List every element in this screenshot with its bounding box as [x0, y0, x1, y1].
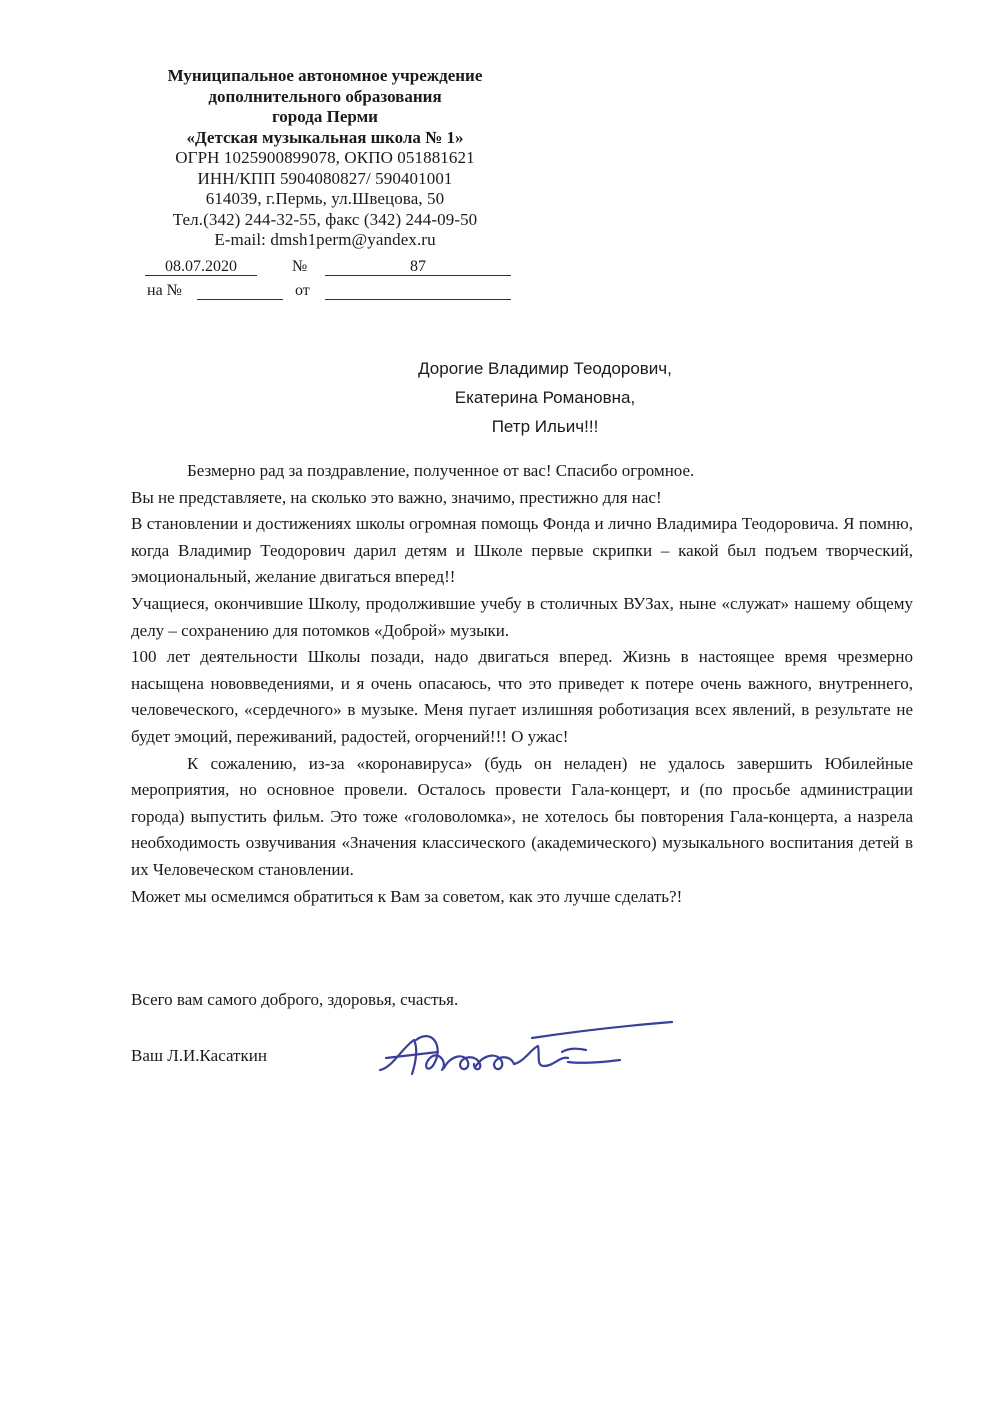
org-name-line: Муниципальное автономное учреждение: [167, 66, 483, 85]
handwritten-signature: [372, 1018, 702, 1088]
org-name-line: города Перми: [272, 107, 378, 126]
org-address-line: 614039, г.Пермь, ул.Швецова, 50: [205, 189, 445, 208]
org-phone-line: Тел.(342) 244-32-55, факс (342) 244-09-50: [172, 209, 478, 229]
outgoing-registration: [125, 257, 525, 277]
body-paragraph: Может мы осмелимся обратиться к Вам за советом, как это лучше сделать?!: [131, 886, 683, 906]
ref-number-label: на №: [147, 282, 182, 299]
sender-signoff: Ваш Л.И.Касаткин: [131, 1046, 267, 1065]
letterhead: [125, 66, 525, 251]
letter-number: 87: [325, 257, 511, 276]
org-email-line: E-mail: dmsh1perm@yandex.ru: [214, 230, 436, 249]
ref-number-field: [197, 281, 283, 300]
body-paragraph: Безмерно рад за поздравление, полученное от вас! Спасибо огромное.: [187, 461, 695, 480]
body-paragraph: В становлении и достижениях школы огромная помощь Фонда и лично Владимира Теодоровича. Я помню, когда Владимир Теодорович дарил детям и Школе первые скрипки – какой был подъем творческий, эмоциональный, желание двигаться вперед!!: [131, 514, 913, 587]
closing-line: Всего вам самого доброго, здоровья, счастья.: [131, 990, 459, 1009]
ref-date-label: от: [295, 282, 310, 299]
body-paragraph: К сожалению, из-за «коронавируса» (будь он неладен) не удалось завершить Юбилейные мероприятия, но основное провели. Осталось провести Гала-концерт, и (по просьбе администрации города) выпустить фильм. Это тоже «головоломка», не хотелось бы повторения Гала-концерта, а назрела необходимость озвучивания «Значения классического (академического) музыкального воспитания детей в их Человеческом становлении.: [131, 753, 913, 879]
salutation-line: Екатерина Романовна,: [454, 388, 636, 407]
body-paragraph: Учащиеся, окончившие Школу, продолжившие учебу в столичных ВУЗах, ныне «служат» нашему общему делу – сохранению для потомков «Доброй» музыки.: [131, 593, 913, 640]
ref-date-field: [325, 281, 511, 300]
salutation: [300, 354, 790, 441]
number-label: №: [292, 258, 308, 275]
salutation-line: Петр Ильич!!!: [491, 417, 599, 436]
letter-body: [131, 458, 913, 910]
body-paragraph: 100 лет деятельности Школы позади, надо двигаться вперед. Жизнь в настоящее время чрезмерно насыщена нововведениями, и я очень опасаюсь, что это приведет к потере очень важного, внутреннего, человеческого, «сердечного» в музыке. Меня пугает излишняя роботизация всех явлений, в результате не будет эмоций, переживаний, радостей, огорчений!!! О ужас!: [131, 647, 913, 746]
org-registration-line: ОГРН 1025900899078, ОКПО 051881621: [175, 148, 475, 167]
letter-date: 08.07.2020: [145, 257, 257, 276]
org-name-line: дополнительного образования: [208, 86, 442, 106]
org-tax-line: ИНН/КПП 5904080827/ 590401001: [197, 168, 453, 188]
body-paragraph: Вы не представляете, на сколько это важно, значимо, престижно для нас!: [131, 487, 662, 507]
org-name-line: «Детская музыкальная школа № 1»: [186, 127, 464, 147]
salutation-line: Дорогие Владимир Теодорович,: [418, 359, 672, 378]
incoming-reference: [125, 281, 525, 301]
